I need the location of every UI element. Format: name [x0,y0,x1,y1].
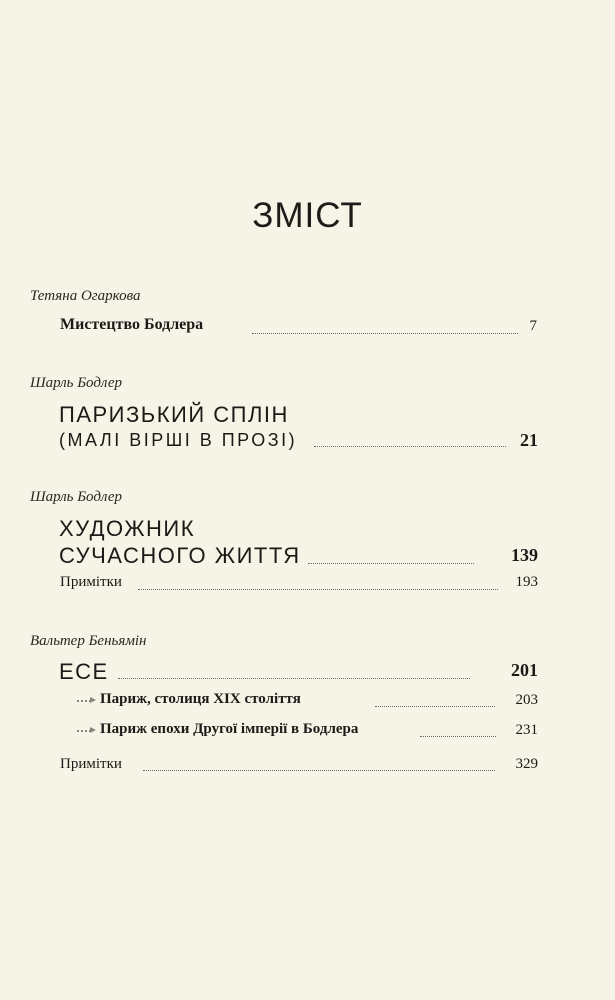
dot-leader [143,770,495,771]
dot-leader [420,736,496,737]
toc-entry-mystetstvo-bodlera[interactable]: Мистецтво Бодлера [60,316,204,333]
section-2-subheading[interactable]: (МАЛІ ВІРШІ В ПРОЗІ) [59,430,298,450]
section-2-author: Шарль Бодлер [30,375,122,391]
page-number: 231 [515,722,538,738]
toc-entry-notes[interactable]: Примітки [60,756,122,772]
dot-leader [308,563,474,564]
section-3-heading-line2[interactable]: СУЧАСНОГО ЖИТТЯ [59,543,301,568]
sub-entry-arrow-icon [77,730,91,732]
page-title: ЗМІСТ [252,196,363,235]
page-number: 139 [511,545,538,565]
section-3-author: Шарль Бодлер [30,489,122,505]
section-3-heading[interactable]: ХУДОЖНИК [59,516,196,541]
toc-entry-paryzh-stolytsia[interactable]: Париж, столиця XIX століття [100,691,301,707]
page-number: 7 [529,318,537,334]
page-number: 21 [520,430,538,450]
page-number: 329 [515,756,538,772]
section-4-heading[interactable]: ЕСЕ [59,659,109,684]
dot-leader [314,446,506,447]
page-number: 203 [515,692,538,708]
sub-entry-arrow-icon [77,700,91,702]
dot-leader [375,706,495,707]
dot-leader [252,333,518,334]
page-number: 201 [511,660,538,680]
section-4-author: Вальтер Беньямін [30,633,147,649]
toc-entry-paryzh-epokhy[interactable]: Париж епохи Другої імперії в Бодлера [100,721,359,737]
toc-entry-notes[interactable]: Примітки [60,574,122,590]
dot-leader [118,678,470,679]
section-1-author: Тетяна Огаркова [30,288,141,304]
page-number: 193 [515,574,538,590]
dot-leader [138,589,498,590]
section-2-heading[interactable]: ПАРИЗЬКИЙ СПЛІН [59,402,289,427]
